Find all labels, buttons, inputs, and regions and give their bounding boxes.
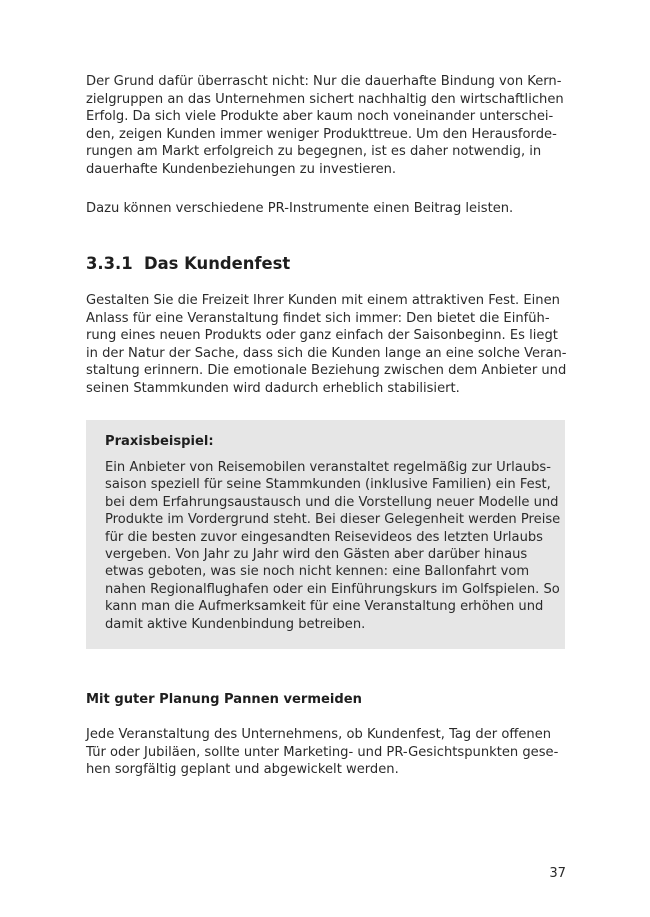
subsection-heading: Mit guter Planung Pannen vermeiden	[86, 692, 362, 707]
text-line: nahen Regionalflughafen oder ein Einführungskurs im Golfspielen. So	[105, 581, 560, 597]
text-line: Jede Veranstaltung des Unternehmens, ob Kundenfest, Tag der offenen	[86, 727, 552, 742]
text-line: rung eines neuen Produkts oder ganz einfach der Saisonbeginn. Es liegt	[86, 328, 558, 344]
example-box-title: Praxisbeispiel:	[105, 434, 214, 449]
text-line: saison speziell für seine Stammkunden (inklusive Familien) ein Fest,	[105, 477, 551, 493]
example-box-text	[105, 459, 560, 633]
text-line: Ein Anbieter von Reisemobilen veranstaltet regelmäßig zur Urlaubs-	[105, 460, 551, 475]
text-line: damit aktive Kundenbindung betreiben.	[105, 616, 366, 632]
intro-closing-paragraph	[86, 200, 568, 218]
text-line: für die besten zuvor eingesandten Reisevideos des letzten Urlaubs	[105, 529, 543, 545]
text-line: in der Natur der Sache, dass sich die Kunden lange an eine solche Veran-	[86, 345, 567, 361]
text-line: Tür oder Jubiläen, sollte unter Marketing- und PR-Gesichtspunkten gese-	[86, 744, 559, 760]
text-line: vergeben. Von Jahr zu Jahr wird den Gästen aber darüber hinaus	[105, 547, 528, 563]
text-line: Anlass für eine Veranstaltung findet sich immer: Den bietet die Einfüh-	[86, 310, 550, 326]
text-line: dauerhafte Kundenbeziehungen zu investieren.	[86, 161, 397, 177]
text-line: zielgruppen an das Unternehmen sichert nachhaltig den wirtschaftlichen	[86, 91, 564, 107]
text-line: Produkte im Vordergrund steht. Bei dieser Gelegenheit werden Preise	[105, 512, 561, 528]
section-paragraph	[86, 292, 568, 398]
text-line: Erfolg. Da sich viele Produkte aber kaum noch voneinander unterschei-	[86, 109, 554, 125]
page-number: 37	[549, 866, 566, 881]
text-line: rungen am Markt erfolgreich zu begegnen, ist es daher notwendig, in	[86, 144, 542, 160]
text-line: etwas geboten, was sie noch nicht kennen: eine Ballonfahrt vom	[105, 564, 530, 580]
section-heading	[86, 253, 290, 275]
text-line: hen sorgfältig geplant und abgewickelt werden.	[86, 762, 399, 778]
section-number: 3.3.1	[86, 254, 133, 273]
text-line: Dazu können verschiedene PR-Instrumente einen Beitrag leisten.	[86, 201, 514, 216]
text-line: den, zeigen Kunden immer weniger Produkttreue. Um den Herausforde-	[86, 126, 557, 142]
text-line: staltung erinnern. Die emotionale Beziehung zwischen dem Anbieter und	[86, 363, 567, 379]
text-line: Der Grund dafür überrascht nicht: Nur die dauerhafte Bindung von Kern-	[86, 74, 562, 89]
text-line: bei dem Erfahrungsaustausch und die Vorstellung neuer Modelle und	[105, 494, 559, 510]
text-line: kann man die Aufmerksamkeit für eine Veranstaltung erhöhen und	[105, 599, 544, 615]
text-line: Gestalten Sie die Freizeit Ihrer Kunden mit einem attraktiven Fest. Einen	[86, 293, 560, 308]
text-line: seinen Stammkunden wird dadurch erheblich stabilisiert.	[86, 380, 460, 396]
subsection-paragraph	[86, 726, 568, 779]
section-title: Das Kundenfest	[144, 254, 291, 273]
intro-paragraph	[86, 73, 568, 179]
